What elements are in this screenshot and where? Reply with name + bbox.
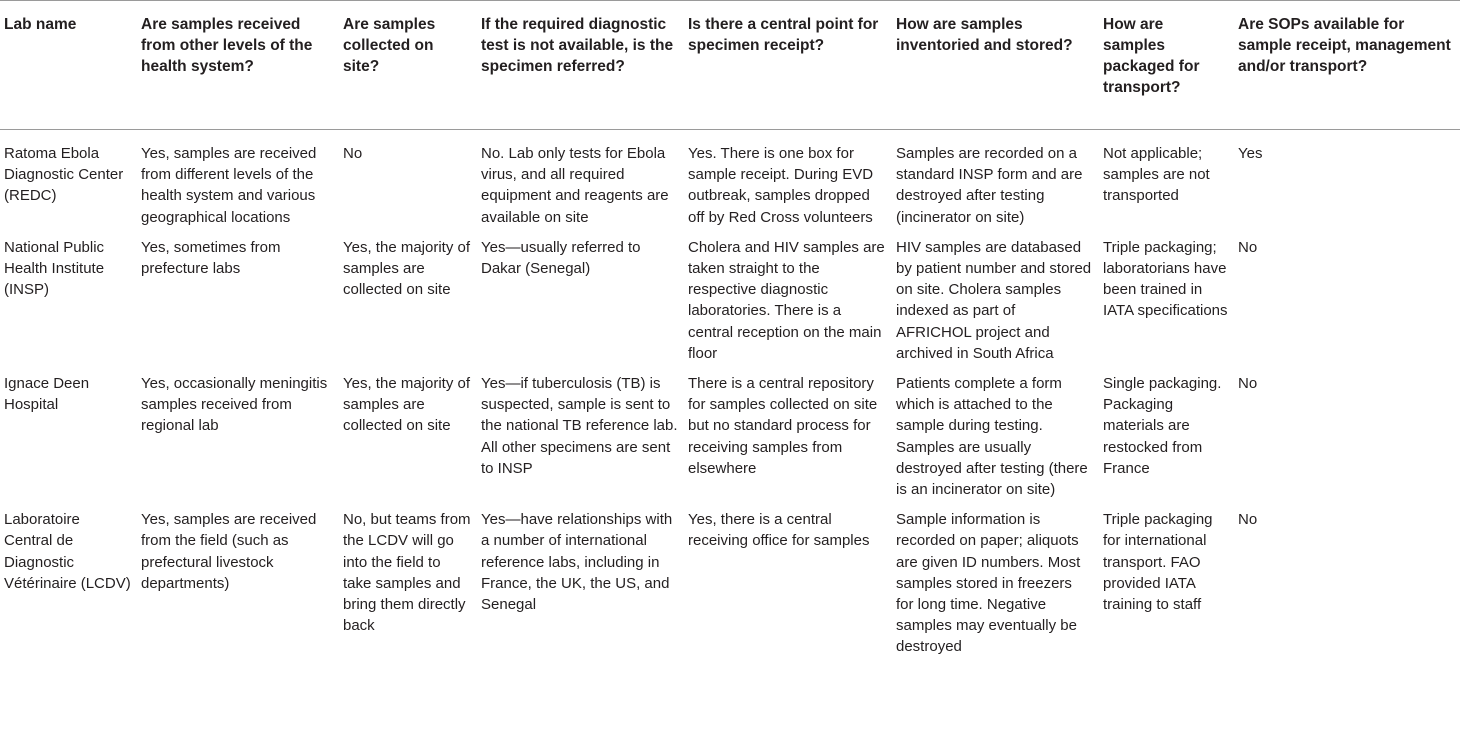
cell-inventory-storage: HIV samples are databased by patient number and stored on site. Cholera samples indexed as part of AFRICHOL project and archived in South Africa (896, 238, 1092, 362)
cell-samples-received: Yes, samples are received from different levels of the health system and various geographical locations (141, 145, 317, 226)
table-row (0, 232, 1460, 368)
cell-samples-received: Yes, samples are received from the field (such as prefectural livestock departments) (141, 511, 317, 592)
cell-sops: No (1238, 375, 1258, 393)
cell-samples-collected: No (343, 145, 363, 162)
cell-central-receipt: Cholera and HIV samples are taken straight to the respective diagnostic laboratories. There is a central reception on the main floor (688, 238, 885, 362)
cell-central-receipt: There is a central repository for samples collected on site but no standard process for receiving samples from elsewhere (688, 375, 878, 477)
header-samples-collected: Are samples collected on site? (343, 16, 436, 75)
header-inventory-storage: How are samples inventoried and stored? (896, 16, 1073, 54)
cell-packaging: Single packaging. Packaging materials are restocked from France (1103, 375, 1222, 477)
header-row (0, 1, 1460, 130)
cell-sops: Yes (1238, 145, 1263, 162)
header-packaging: How are samples packaged for transport? (1103, 16, 1200, 96)
cell-specimen-referred: Yes—usually referred to Dakar (Senegal) (481, 238, 641, 278)
table-row (0, 368, 1460, 504)
cell-lab-name: Ratoma Ebola Diagnostic Center (REDC) (4, 145, 124, 205)
cell-samples-collected: No, but teams from the LCDV will go into the field to take samples and bring them directly back (343, 511, 471, 635)
header-samples-received: Are samples received from other levels of the health system? (141, 16, 313, 75)
table-row (0, 130, 1460, 232)
cell-central-receipt: Yes. There is one box for sample receipt. During EVD outbreak, samples dropped off by Red Cross volunteers (688, 145, 874, 226)
cell-specimen-referred: Yes—have relationships with a number of international reference labs, including in France, the UK, the US, and Senegal (481, 511, 673, 614)
cell-inventory-storage: Sample information is recorded on paper; aliquots are given ID numbers. Most samples stored in freezers for long time. Negative samples may eventually be destroyed (896, 511, 1081, 656)
header-central-receipt: Is there a central point for specimen receipt? (688, 16, 879, 54)
cell-samples-received: Yes, sometimes from prefecture labs (141, 238, 281, 278)
cell-sops: No (1238, 511, 1258, 529)
cell-specimen-referred: Yes—if tuberculosis (TB) is suspected, sample is sent to the national TB reference lab. All other specimens are sent to INSP (481, 375, 678, 477)
cell-central-receipt: Yes, there is a central receiving office for samples (688, 511, 870, 550)
cell-sops: No (1238, 238, 1258, 256)
cell-lab-name: Ignace Deen Hospital (4, 375, 90, 414)
cell-inventory-storage: Samples are recorded on a standard INSP form and are destroyed after testing (incinerator on site) (896, 145, 1083, 226)
cell-packaging: Triple packaging for international transport. FAO provided IATA training to staff (1103, 511, 1213, 614)
cell-lab-name: National Public Health Institute (INSP) (4, 238, 105, 299)
header-sops: Are SOPs available for sample receipt, management and/or transport? (1238, 16, 1451, 75)
header-specimen-referred: If the required diagnostic test is not available, is the specimen referred? (481, 16, 674, 75)
cell-samples-collected: Yes, the majority of samples are collected on site (343, 238, 471, 299)
cell-lab-name: Laboratoire Central de Diagnostic Vétérinaire (LCDV) (4, 511, 131, 592)
table-header (0, 1, 1460, 130)
cell-packaging: Triple packaging; laboratorians have been trained in IATA specifications (1103, 238, 1228, 320)
cell-packaging: Not applicable; samples are not transported (1103, 145, 1210, 205)
cell-specimen-referred: No. Lab only tests for Ebola virus, and all required equipment and reagents are available on site (481, 145, 669, 226)
table-row (0, 504, 1460, 661)
cell-samples-received: Yes, occasionally meningitis samples received from regional lab (141, 375, 328, 435)
header-lab-name: Lab name (4, 16, 77, 33)
cell-samples-collected: Yes, the majority of samples are collected on site (343, 375, 471, 435)
table-body (0, 130, 1460, 662)
cell-inventory-storage: Patients complete a form which is attached to the sample during testing. Samples are usually destroyed after testing (there is an incinerator on site) (896, 375, 1088, 499)
